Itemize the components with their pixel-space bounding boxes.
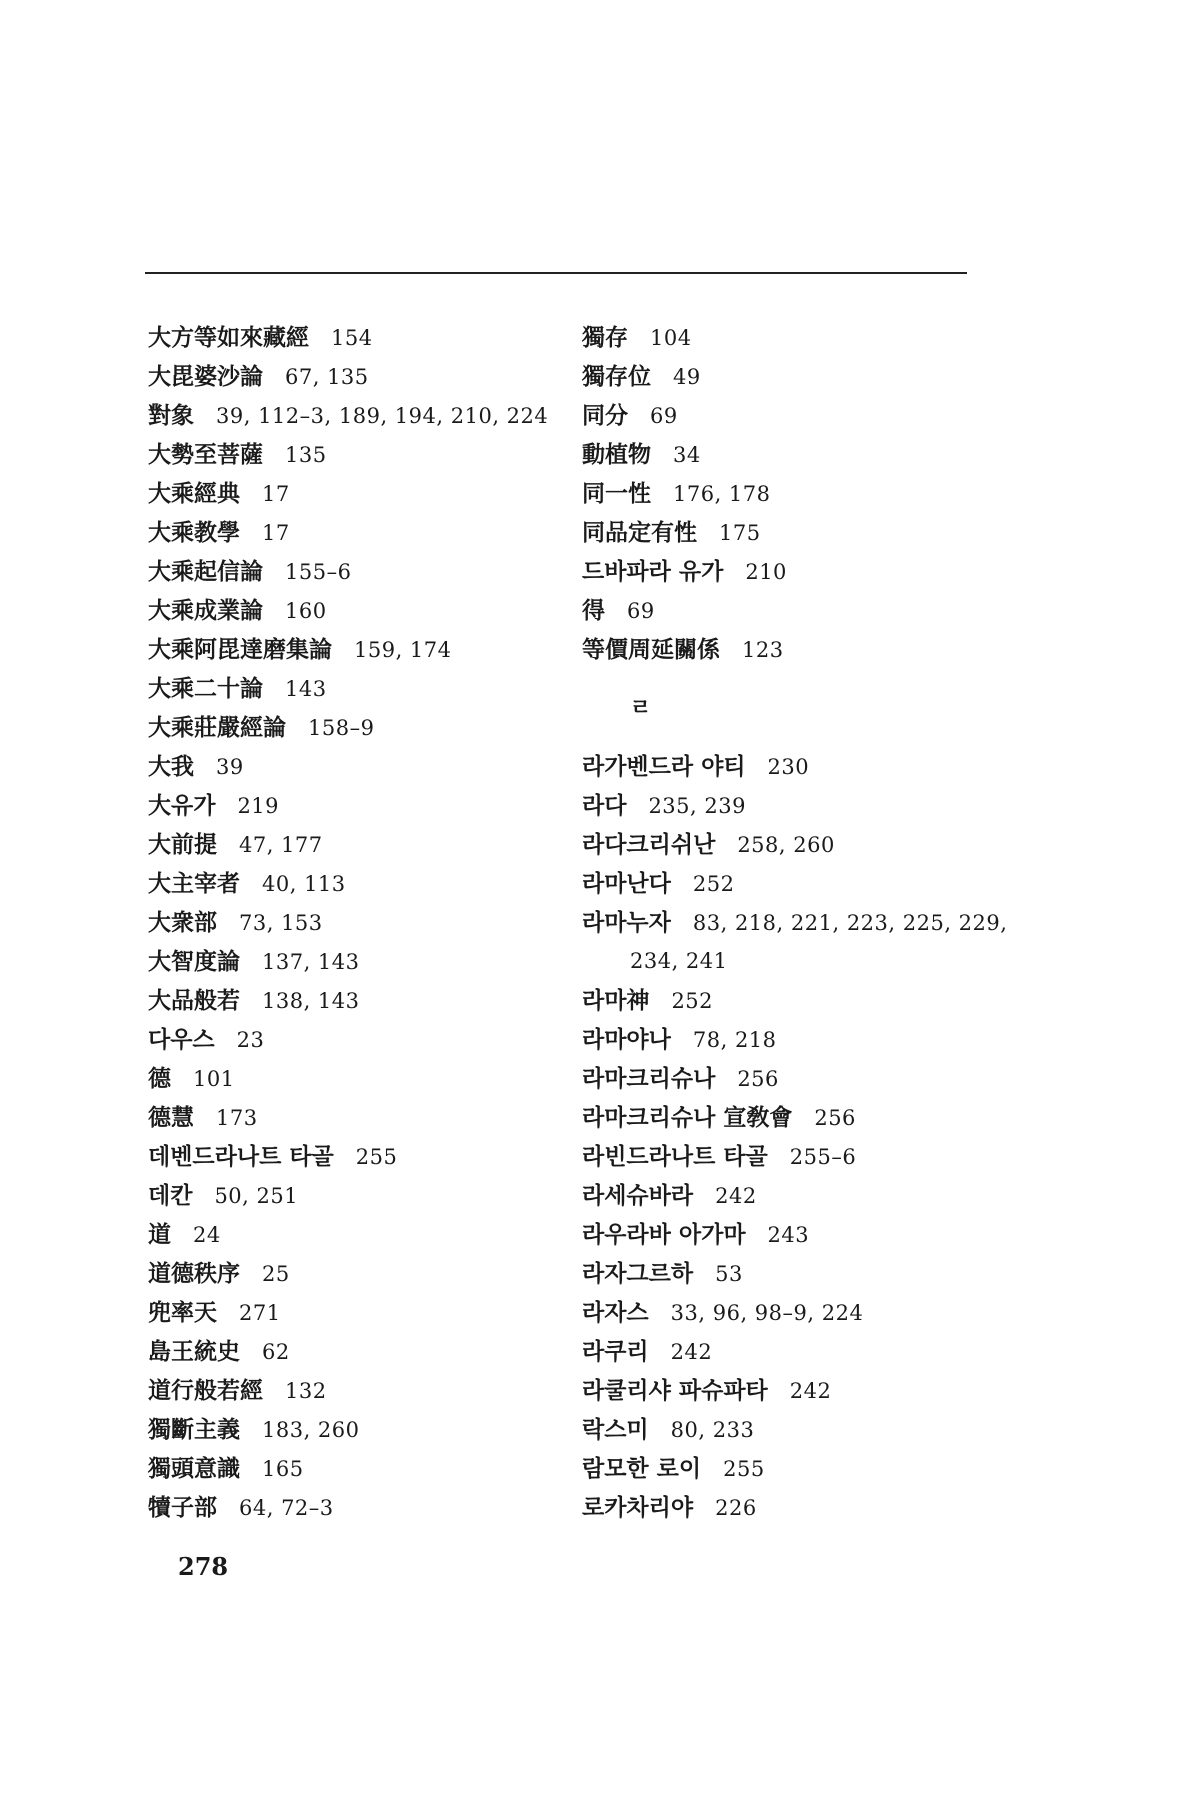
index-pages: 255–6 — [789, 1145, 857, 1169]
index-pages: 123 — [742, 638, 784, 662]
index-pages: 154 — [331, 326, 373, 350]
index-entry — [148, 435, 568, 474]
index-group-top — [582, 318, 982, 669]
index-entry — [582, 981, 982, 1020]
index-entry — [582, 552, 982, 591]
index-term: 犢子部 — [148, 1494, 217, 1521]
index-entry — [148, 1371, 568, 1410]
index-term: 大主宰者 — [148, 870, 240, 897]
index-pages: 242 — [789, 1379, 832, 1403]
index-term: 大毘婆沙論 — [148, 363, 263, 390]
index-term: 드바파라 유가 — [582, 558, 724, 585]
index-term: 得 — [582, 597, 605, 624]
index-term: 大智度論 — [148, 948, 240, 975]
index-entry — [148, 903, 568, 942]
index-pages: 158–9 — [308, 716, 375, 740]
index-term: 大乘經典 — [148, 480, 240, 507]
index-pages: 67, 135 — [285, 365, 369, 389]
index-term: 락스미 — [582, 1416, 649, 1443]
index-term: 라자그르하 — [582, 1260, 694, 1287]
index-entry — [148, 396, 568, 435]
index-term: 獨斷主義 — [148, 1416, 240, 1443]
index-pages: 132 — [285, 1379, 327, 1403]
index-entry — [582, 825, 982, 864]
index-term: 同分 — [582, 402, 628, 429]
index-term: 動植物 — [582, 441, 651, 468]
index-pages: 271 — [239, 1301, 281, 1325]
index-group-rieul — [582, 747, 1008, 1527]
index-term: 라우라바 아가마 — [582, 1221, 746, 1248]
index-pages: 33, 96, 98–9, 224 — [670, 1301, 864, 1325]
header-rule — [145, 272, 967, 274]
index-pages: 230 — [767, 755, 810, 779]
index-pages: 39, 112–3, 189, 194, 210, 224 — [216, 404, 549, 428]
index-entry — [582, 435, 982, 474]
index-term: 大乘起信論 — [148, 558, 263, 585]
index-term: 大方等如來藏經 — [148, 324, 309, 351]
index-pages: 226 — [715, 1496, 757, 1520]
index-pages: 234, 241 — [630, 949, 728, 973]
index-pages: 47, 177 — [239, 833, 323, 857]
index-term: 同品定有性 — [582, 519, 697, 546]
index-term: 大乘阿毘達磨集論 — [148, 636, 332, 663]
index-pages: 17 — [262, 521, 290, 545]
index-entry — [148, 552, 568, 591]
index-pages: 256 — [737, 1067, 779, 1091]
index-term: 다우스 — [148, 1026, 215, 1053]
index-pages: 34 — [673, 443, 701, 467]
index-entry — [148, 1293, 568, 1332]
index-pages: 53 — [715, 1262, 743, 1286]
index-term: 라가벤드라 야티 — [582, 753, 746, 780]
index-pages: 62 — [262, 1340, 290, 1364]
index-pages: 160 — [285, 599, 327, 623]
index-pages: 243 — [767, 1223, 810, 1247]
index-term: 데칸 — [148, 1182, 193, 1209]
index-pages: 25 — [262, 1262, 290, 1286]
index-entry — [582, 1293, 982, 1332]
index-term: 라다크리쉬난 — [582, 831, 716, 858]
index-term: 大유가 — [148, 792, 216, 819]
index-pages: 17 — [262, 482, 290, 506]
index-term: 라다 — [582, 792, 627, 819]
index-pages: 235, 239 — [648, 794, 746, 818]
index-term: 大前提 — [148, 831, 217, 858]
index-term: 大乘成業論 — [148, 597, 263, 624]
index-entry — [148, 1137, 568, 1176]
index-entry — [148, 786, 568, 825]
index-entry — [582, 1488, 982, 1527]
index-entry — [148, 864, 568, 903]
index-pages: 101 — [193, 1067, 235, 1091]
index-entry — [582, 1410, 982, 1449]
index-entry — [148, 591, 568, 630]
index-entry — [582, 396, 982, 435]
index-entry — [582, 786, 982, 825]
index-term: 大我 — [148, 753, 194, 780]
index-column-right — [582, 318, 1008, 1527]
index-term: 對象 — [148, 402, 194, 429]
index-entry — [148, 1488, 568, 1527]
index-pages: 159, 174 — [354, 638, 452, 662]
index-entry — [582, 591, 982, 630]
index-pages: 256 — [814, 1106, 856, 1130]
index-entry — [582, 942, 982, 981]
index-entry — [582, 903, 1008, 942]
index-entry — [148, 747, 568, 786]
index-term: 라자스 — [582, 1299, 649, 1326]
index-column-left — [148, 318, 568, 1527]
index-pages: 255 — [355, 1145, 398, 1169]
index-entry — [148, 318, 568, 357]
index-entry — [582, 1332, 982, 1371]
index-pages: 242 — [715, 1184, 757, 1208]
index-entry — [148, 1215, 568, 1254]
index-pages: 183, 260 — [262, 1418, 360, 1442]
index-term: 라마누자 — [582, 909, 671, 936]
index-pages: 176, 178 — [673, 482, 771, 506]
index-pages: 73, 153 — [239, 911, 323, 935]
index-entry — [582, 513, 982, 552]
index-term: 라세슈바라 — [582, 1182, 694, 1209]
index-pages: 252 — [671, 989, 714, 1013]
index-pages: 49 — [673, 365, 701, 389]
index-entry — [148, 357, 568, 396]
index-pages: 69 — [650, 404, 678, 428]
index-pages: 175 — [719, 521, 761, 545]
index-entry — [582, 1176, 982, 1215]
index-pages: 23 — [236, 1028, 265, 1052]
index-entry — [582, 1020, 982, 1059]
index-pages: 255 — [723, 1457, 765, 1481]
index-term: 德 — [148, 1065, 171, 1092]
index-entry — [148, 1098, 568, 1137]
index-pages: 258, 260 — [737, 833, 835, 857]
index-term: 獨存 — [582, 324, 628, 351]
index-pages: 50, 251 — [214, 1184, 299, 1208]
index-term: 라마야나 — [582, 1026, 671, 1053]
index-term: 大勢至菩薩 — [148, 441, 263, 468]
index-term: 로카차리야 — [582, 1494, 694, 1521]
index-entry — [148, 669, 568, 708]
index-pages: 69 — [627, 599, 655, 623]
index-entry — [582, 357, 982, 396]
index-entry — [148, 981, 568, 1020]
index-entry — [582, 1137, 982, 1176]
index-entry — [148, 1332, 568, 1371]
index-pages: 165 — [262, 1457, 304, 1481]
index-entry — [148, 1449, 568, 1488]
index-pages: 78, 218 — [692, 1028, 777, 1052]
index-entry — [148, 630, 568, 669]
index-term: 道德秩序 — [148, 1260, 240, 1287]
index-term: 大乘莊嚴經論 — [148, 714, 286, 741]
index-entry — [148, 1410, 568, 1449]
index-pages: 173 — [216, 1106, 258, 1130]
index-entry — [582, 864, 982, 903]
index-entry — [582, 1059, 982, 1098]
index-term: 獨頭意識 — [148, 1455, 240, 1482]
index-pages: 219 — [237, 794, 280, 818]
index-term: 兜率天 — [148, 1299, 217, 1326]
index-entry — [148, 1059, 568, 1098]
index-term: 라빈드라나트 타골 — [582, 1143, 768, 1170]
index-term: 獨存位 — [582, 363, 651, 390]
index-term: 라마크리슈나 — [582, 1065, 716, 1092]
page-number: 278 — [178, 1552, 229, 1581]
index-term: 라마神 — [582, 987, 650, 1014]
section-heading: ㄹ — [630, 695, 652, 721]
index-term: 大衆部 — [148, 909, 217, 936]
index-pages: 210 — [745, 560, 787, 584]
index-entry — [582, 630, 982, 669]
index-entry — [148, 1020, 568, 1059]
index-pages: 252 — [692, 872, 735, 896]
index-term: 島王統史 — [148, 1338, 240, 1365]
index-entry — [582, 1215, 982, 1254]
index-term: 道 — [148, 1221, 171, 1248]
index-term: 라마크리슈나 宣敎會 — [582, 1104, 793, 1131]
index-term: 람모한 로이 — [582, 1455, 702, 1482]
index-entry — [582, 318, 982, 357]
index-entry — [148, 1254, 568, 1293]
index-term: 라마난다 — [582, 870, 671, 897]
index-entry — [148, 1176, 568, 1215]
index-entry — [582, 474, 982, 513]
index-pages: 83, 218, 221, 223, 225, 229, — [692, 911, 1008, 935]
index-entry — [582, 1449, 982, 1488]
index-entry — [148, 474, 568, 513]
index-term: 라쿨리샤 파슈파타 — [582, 1377, 768, 1404]
index-term: 大乘二十論 — [148, 675, 263, 702]
index-pages: 24 — [193, 1223, 221, 1247]
index-entry — [148, 825, 568, 864]
index-pages: 104 — [650, 326, 692, 350]
index-pages: 242 — [670, 1340, 713, 1364]
index-term: 大乘教學 — [148, 519, 240, 546]
index-term: 等價周延關係 — [582, 636, 720, 663]
index-pages: 137, 143 — [262, 950, 360, 974]
index-pages: 135 — [285, 443, 327, 467]
index-pages: 155–6 — [285, 560, 352, 584]
index-term: 라쿠리 — [582, 1338, 649, 1365]
index-pages: 64, 72–3 — [239, 1496, 334, 1520]
index-pages: 138, 143 — [262, 989, 360, 1013]
index-entry — [582, 1371, 982, 1410]
index-term: 데벤드라나트 타골 — [148, 1143, 334, 1170]
index-entry — [582, 1098, 982, 1137]
index-entry — [148, 942, 568, 981]
index-term: 同一性 — [582, 480, 651, 507]
index-pages: 40, 113 — [262, 872, 346, 896]
index-entry — [582, 747, 982, 786]
index-entry — [582, 1254, 982, 1293]
index-term: 德慧 — [148, 1104, 194, 1131]
index-pages: 80, 233 — [670, 1418, 755, 1442]
index-term: 道行般若經 — [148, 1377, 263, 1404]
index-term: 大品般若 — [148, 987, 240, 1014]
index-pages: 143 — [285, 677, 327, 701]
index-entry — [148, 708, 568, 747]
index-pages: 39 — [216, 755, 244, 779]
index-entry — [148, 513, 568, 552]
